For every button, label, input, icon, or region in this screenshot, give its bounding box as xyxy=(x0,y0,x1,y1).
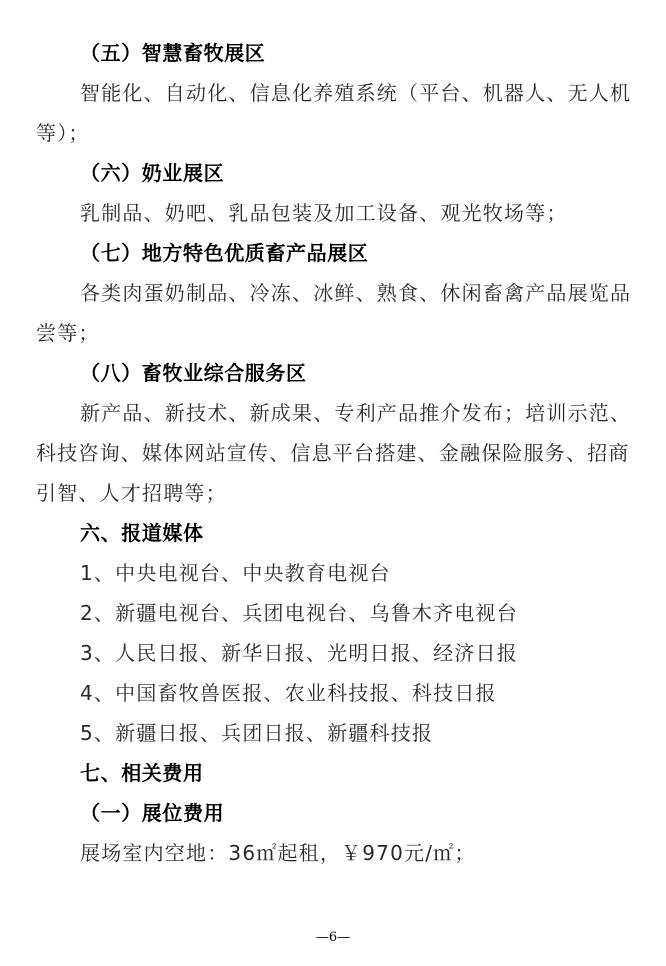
paragraph-line: 2、新疆电视台、兵团电视台、乌鲁木齐电视台 xyxy=(80,601,518,625)
section-heading: （八）畜牧业综合服务区 xyxy=(80,361,307,385)
section-heading: （五）智慧畜牧展区 xyxy=(80,41,266,65)
section-heading: 七、相关费用 xyxy=(80,761,204,785)
paragraph-line: 新产品、新技术、新成果、专利产品推介发布；培训示范、 xyxy=(80,401,632,425)
paragraph-line: 1、中央电视台、中央教育电视台 xyxy=(80,561,391,585)
paragraph-line: 尝等； xyxy=(36,321,100,345)
paragraph-line: 引智、人才招聘等； xyxy=(36,481,227,505)
paragraph-line: 科技咨询、媒体网站宣传、信息平台搭建、金融保险服务、招商 xyxy=(36,441,630,465)
paragraph-line: 展场室内空地：36㎡起租，￥970元/㎡； xyxy=(80,841,476,865)
paragraph-line: 4、中国畜牧兽医报、农业科技报、科技日报 xyxy=(80,681,497,705)
paragraph-line: 等）； xyxy=(36,121,90,145)
section-heading: （六）奶业展区 xyxy=(80,161,225,185)
section-heading: 六、报道媒体 xyxy=(80,521,204,545)
page-number: —6— xyxy=(315,930,351,945)
paragraph-line: 5、新疆日报、兵团日报、新疆科技报 xyxy=(80,721,434,745)
section-heading: （一）展位费用 xyxy=(80,801,225,825)
section-heading: （七）地方特色优质畜产品展区 xyxy=(80,241,369,265)
paragraph-line: 乳制品、奶吧、乳品包装及加工设备、观光牧场等； xyxy=(80,201,568,225)
paragraph-line: 3、人民日报、新华日报、光明日报、经济日报 xyxy=(80,641,518,665)
paragraph-line: 智能化、自动化、信息化养殖系统（平台、机器人、无人机 xyxy=(80,81,632,105)
paragraph-line: 各类肉蛋奶制品、冷冻、冰鲜、熟食、休闲畜禽产品展览品 xyxy=(80,281,632,305)
